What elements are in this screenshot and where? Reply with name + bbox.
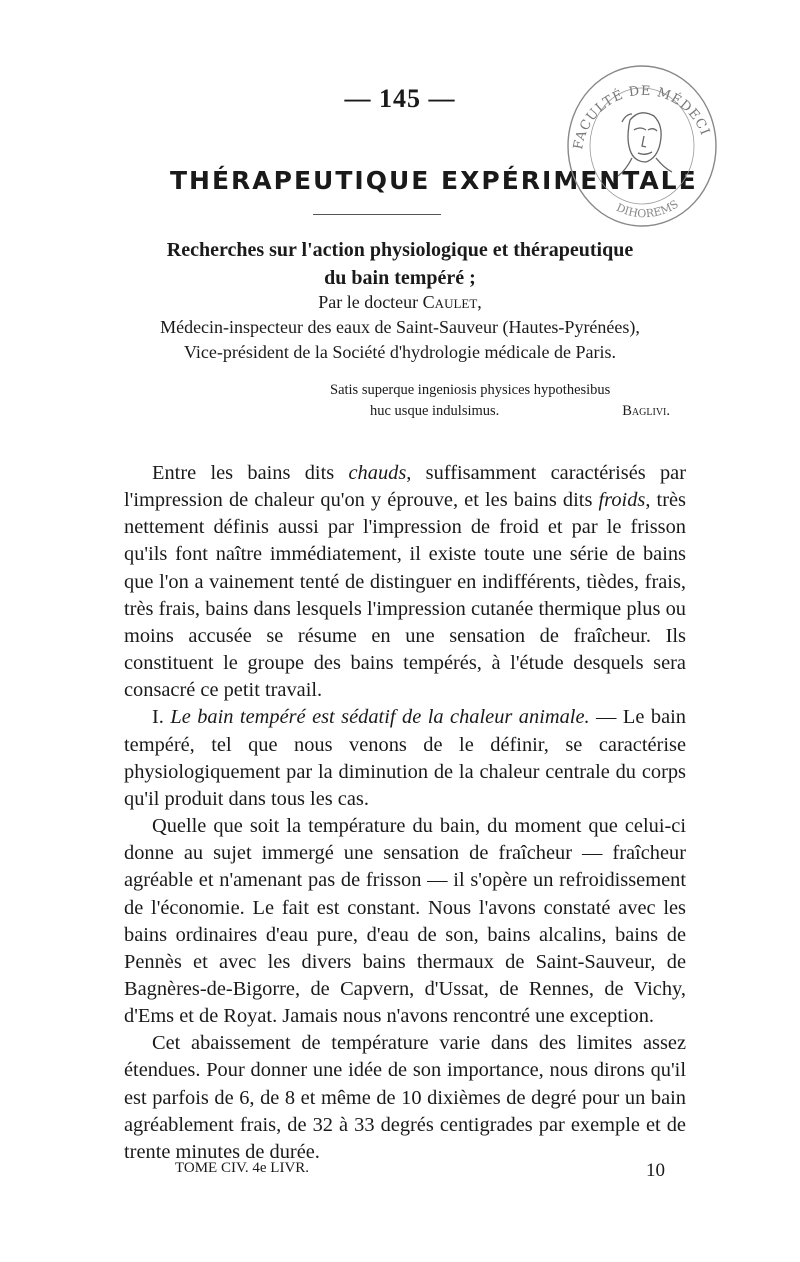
- volume-signature: TOME CIV. 4e LIVR.: [175, 1160, 310, 1176]
- section-heading-1: Le bain tempéré est sédatif de la chaleur animale.: [170, 706, 590, 729]
- svg-text:FACULTÉ DE MÉDECINE DE PARIS: FACULTÉ DE MÉDECI: [571, 83, 713, 151]
- svg-text:DIHOREMS: DIHOREMS: [614, 197, 681, 221]
- page-footer: [175, 1160, 665, 1182]
- author-affiliation-2: Vice-président de la Société d'hydrologie médicale de Paris.: [183, 342, 616, 362]
- epigraph-attribution: Baglivi.: [622, 403, 670, 419]
- article-title-line-2: du bain tempéré ;: [324, 267, 476, 289]
- title-rule: [313, 214, 441, 215]
- byline: [110, 290, 690, 365]
- epigraph: [330, 380, 670, 422]
- article-title-line-1: Recherches sur l'action physiologique et thérapeutique: [166, 239, 634, 261]
- body-text: [124, 460, 686, 1166]
- paragraph-4: Cet abaissement de température varie dans des limites assez étendues. Pour donner une idée de son importance, nous dirons qu'il est parfois de 6, de 8 et même de 10 dixièmes de degré pour un bain agréablement frais, de 32 à 33 degrés centigrades par exemple et de trente minutes de durée.: [124, 1032, 686, 1163]
- byline-author: Par le docteur Caulet,: [318, 292, 482, 312]
- paragraph-3: Quelle que soit la température du bain, du moment que celui-ci donne au sujet immergé une sensation de fraîcheur — fraîcheur agréable et n'amenant pas de frisson — il s'opère un refroidissement de l'économie. Le fait est constant. Nous l'avons constaté avec les bains ordinaires d'eau pure, d'eau de son, bains alcalins, bains de Pennès et avec les divers bains thermaux de Saint-Sauveur, de Bagnères-de-Bigorre, de Capvern, d'Ussat, de Rennes, de Vichy, d'Ems et de Royat. Jamais nous n'avons rencontré une exception.: [124, 815, 686, 1028]
- article-title: [110, 236, 690, 292]
- gathering-signature: 10: [646, 1160, 665, 1181]
- paragraph-2: I. Le bain tempéré est sédatif de la chaleur animale. — Le bain tempéré, tel que nous venons de le définir, se caractérise physiologiquement par la diminution de la chaleur centrale du corps qu'il produit dans tous les cas.: [124, 706, 686, 810]
- page-number: — 145 —: [344, 84, 456, 113]
- author-name: Caulet,: [422, 292, 482, 312]
- section-title: THÉRAPEUTIQUE EXPÉRIMENTALE: [170, 166, 698, 195]
- paragraph-1: Entre les bains dits chauds, suffisamment caractérisés par l'impression de chaleur qu'on y éprouve, et les bains dits froids, très nettement définis aussi par l'impression de froid et par le frisson qu'ils font naître immédiatement, il existe toute une série de bains que l'on a vainement tenté de distinguer en indifférents, tièdes, frais, très frais, bains dans lesquels l'impression cutanée thermique plus ou moins accusée se résume en une sensation de fraîcheur. Ils constituent le groupe des bains tempérés, à l'étude desquels sera consacré ce petit travail.: [124, 462, 687, 702]
- author-affiliation-1: Médecin-inspecteur des eaux de Saint-Sauveur (Hautes-Pyrénées),: [160, 317, 640, 337]
- epigraph-line-1: Satis superque ingeniosis physices hypothesibus: [330, 382, 611, 398]
- library-stamp-portrait-icon: [560, 58, 720, 228]
- epigraph-line-2: huc usque indulsimus.: [370, 403, 500, 419]
